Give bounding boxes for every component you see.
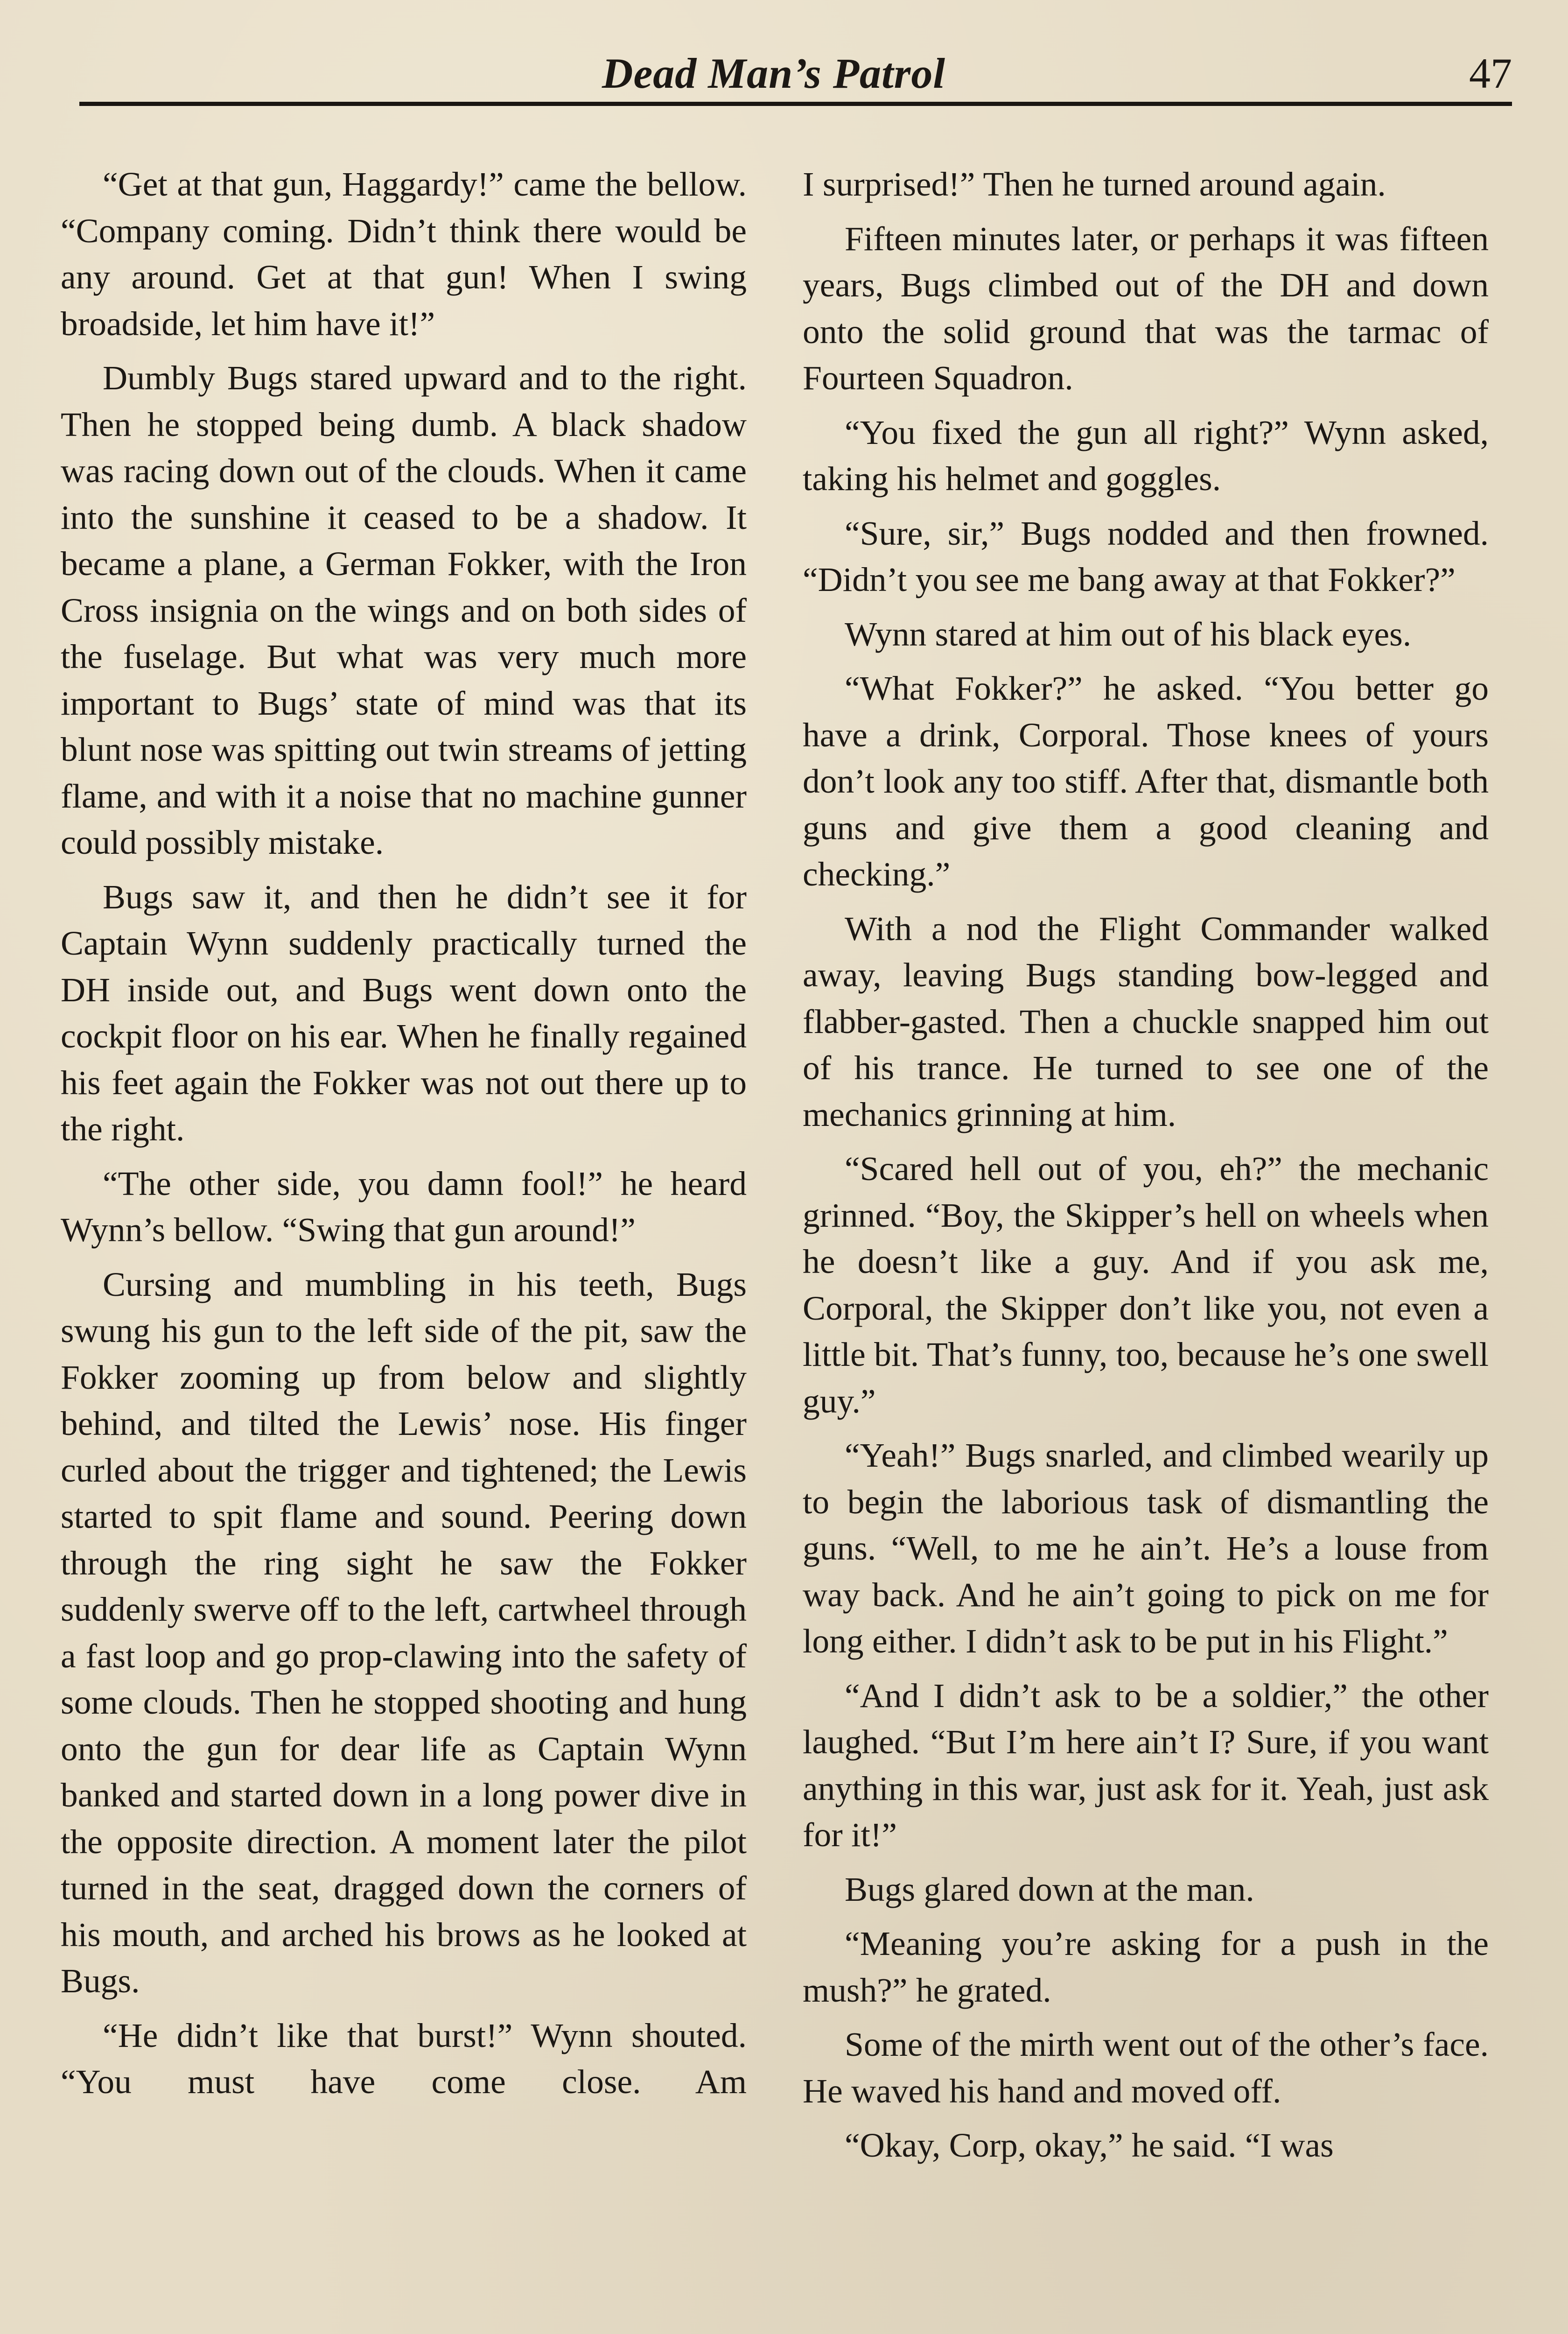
paragraph: Dumbly Bugs stared upward and to the right. Then he stopped being dumb. A black shadow was racing down out of the clouds. When it came into the sunshine it ceased to be a shadow. It became a plane, a German Fokker, with the Iron Cross insignia on the wings and on both sides of the fuselage. But what was very much more important to Bugs’ state of mind was that its blunt nose was spitting out twin streams of jetting flame, and with it a noise that no machine gunner could possibly mistake. [61, 359, 747, 861]
header-rule [79, 102, 1512, 106]
paragraph: “Okay, Corp, okay,” he said. “I was [845, 2126, 1334, 2164]
page-header [79, 47, 1512, 107]
paragraph: Cursing and mumbling in his teeth, Bugs swung his gun to the left side of the pit, saw the Fokker zooming up from below and slightly behind, and tilted the Lewis’ nose. His finger curled about the trigger and tightened; the Lewis started to spit flame and sound. Peering down through the ring sight he saw the Fokker suddenly swerve off to the left, cartwheel through a fast loop and go prop-clawing into the safety of some clouds. Then he stopped shooting and hung onto the gun for dear life as Captain Wynn banked and started down in a long power dive in the opposite direction. A moment later the pilot turned in the seat, dragged down the corners of his mouth, and arched his brows as he looked at Bugs. [61, 1265, 747, 2000]
paragraph: Bugs saw it, and then he didn’t see it for Captain Wynn suddenly practically turned the DH inside out, and Bugs went down onto the cockpit floor on his ear. When he finally regained his feet again the Fokker was not out there up to the right. [61, 878, 747, 1148]
paragraph: Wynn stared at him out of his black eyes. [845, 615, 1412, 653]
running-title: Dead Man’s Patrol [602, 49, 945, 97]
paragraph: “He didn’t like that burst!” Wynn shouted. “You must have come close. Am [61, 2016, 747, 2101]
paragraph: “What Fokker?” he asked. “You better go have a drink, Corporal. Those knees of yours don’t look any too stiff. After that, dismantle both guns and give them a good cleaning and checking.” [803, 669, 1489, 893]
paragraph: With a nod the Flight Commander walked away, leaving Bugs standing bow-legged and flabber-gasted. Then a chuckle snapped him out of his trance. He turned to see one of the mechanics grinning at him. [803, 909, 1489, 1133]
left-column [61, 161, 747, 2113]
paragraph: “You fixed the gun all right?” Wynn asked, taking his helmet and goggles. [803, 413, 1489, 498]
paragraph: Fifteen minutes later, or perhaps it was fifteen years, Bugs climbed out of the DH and down onto the solid ground that was the tarmac of Fourteen Squadron. [803, 219, 1489, 397]
paragraph: “The other side, you damn fool!” he heard Wynn’s bellow. “Swing that gun around!” [61, 1164, 747, 1249]
page-number: 47 [1469, 49, 1512, 97]
paragraph: “Yeah!” Bugs snarled, and climbed wearily up to begin the laborious task of dismantling the guns. “Well, to me he ain’t. He’s a louse from way back. And he ain’t going to pick on me for long either. I didn’t ask to be put in his Flight.” [803, 1436, 1489, 1660]
paragraph: “And I didn’t ask to be a soldier,” the other laughed. “But I’m here ain’t I? Sure, if you want anything in this war, just ask for it. Yeah, just ask for it!” [803, 1676, 1489, 1854]
paragraph: Some of the mirth went out of the other’s face. He waved his hand and moved off. [803, 2025, 1489, 2110]
paragraph: “Sure, sir,” Bugs nodded and then frowned. “Didn’t you see me bang away at that Fokker?” [803, 514, 1489, 598]
paragraph: Bugs glared down at the man. [845, 1870, 1254, 1908]
paragraph: “Get at that gun, Haggardy!” came the bellow. “Company coming. Didn’t think there would be any around. Get at that gun! When I swing broadside, let him have it!” [61, 165, 747, 343]
right-column [803, 161, 1489, 2177]
paragraph: “Meaning you’re asking for a push in the mush?” he grated. [803, 1925, 1489, 2009]
paragraph: “Scared hell out of you, eh?” the mechanic grinned. “Boy, the Skipper’s hell on wheels when he doesn’t like a guy. And if you ask me, Corporal, the Skipper don’t like you, not even a little bit. That’s funny, too, because he’s one swell guy.” [803, 1150, 1489, 1420]
paragraph: I surprised!” Then he turned around again. [803, 165, 1386, 203]
